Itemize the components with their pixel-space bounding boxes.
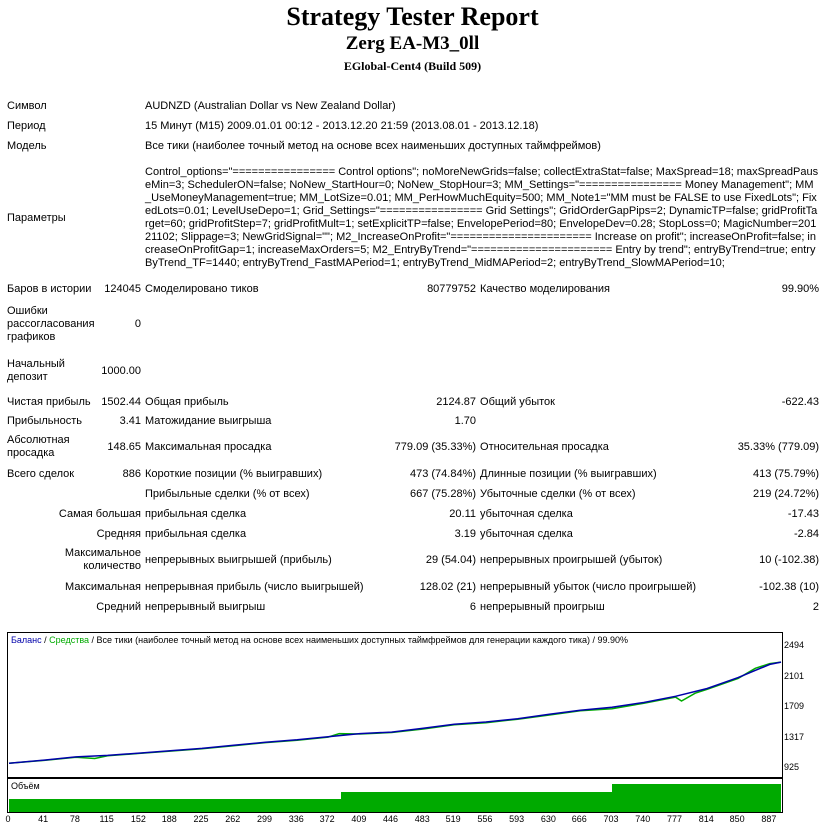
- bars-label: Баров в истории: [7, 282, 92, 295]
- loss-trades-label: Убыточные сделки (% от всех): [480, 487, 636, 500]
- trades-value: 886: [122, 467, 142, 480]
- maxdd-value: 779.09 (35.33%): [394, 440, 477, 453]
- row-avg: [5, 598, 821, 616]
- row-largest: [5, 504, 821, 524]
- x-tick-label: 115: [99, 814, 114, 824]
- x-tick-label: 78: [69, 814, 80, 824]
- avg-losses-label: непрерывный проигрыш: [480, 600, 605, 613]
- payoff-label: Матожидание выигрыша: [145, 414, 272, 427]
- x-tick-label: 740: [635, 814, 651, 824]
- row-model: [5, 136, 821, 156]
- caption-rest: / Все тики (наиболее точный метод на основе всех наименьших доступных таймфреймов для генерации каждого тика) / 99.90%: [89, 635, 629, 645]
- avg-wins-value: 6: [469, 600, 477, 613]
- gross-profit-label: Общая прибыль: [145, 395, 229, 408]
- model-label: Модель: [7, 139, 47, 152]
- balance-chart-svg: [8, 633, 782, 777]
- x-tick-label: 41: [38, 814, 49, 824]
- row-params: [5, 156, 821, 280]
- balance-chart: [7, 632, 783, 778]
- long-label: Длинные позиции (% выигравших): [480, 467, 657, 480]
- report-title: Strategy Tester Report: [286, 2, 539, 31]
- bars-value: 124045: [104, 282, 142, 295]
- period-label: Период: [7, 119, 46, 132]
- x-tick-label: 519: [445, 814, 461, 824]
- reldd-label: Относительная просадка: [480, 440, 609, 453]
- largest-loss-label: убыточная сделка: [480, 507, 573, 520]
- long-value: 413 (75.79%): [752, 467, 820, 480]
- errors-value: 0: [134, 317, 142, 330]
- params-value: Control_options="================ Control options"; noMoreNewGrids=false; collectExtraStat=false; MaxSpread=18; maxSpreadPauseMin=3; SchedulerON=false; NoNew_StartHour=0; NoNew_StopHour=3; MM_Settings="================ Money Management"; MM_UseMoneyManagement=true; MM_LotSize=0.01; MM_PerHowMuchEquity=500; MM_Note1="MM must be FALSE to use FixedLots"; FixedLots=0.01; LevelUseDepo=1; Grid_Settings="================ Grid Settings"; GridOrderGapPips=2; DynamicTP=false; gridProfitTarget=60; gridProfitStep=7; gridProfitMult=1; setExplicitTP=false; EnvelopePeriod=80; EnvelopeDev=0.28; StopLoss=0; MagicNumber=20121102; Slippage=3; NewGridSignal=""; M2_IncreaseOnProfit="====================== Increase on profit"; increaseOnProfit=false; increaseOnProfitGap=1; increaseMaxOrders=5; M2_EntryByTrend="====================== Entry by trend"; entryByTrend=true; entryByTrend_TF=1440; entryByTrend_FastMAPeriod=1; entryByTrend_MidMAPeriod=2; entryByTrend_SlowMAPeriod=10;: [145, 166, 819, 269]
- maxcons-profit-label: непрерывная прибыль (число выигрышей): [145, 580, 364, 593]
- row-maxcount: [5, 544, 821, 576]
- average-profit-label: прибыльная сделка: [145, 527, 247, 540]
- row-errors: [5, 298, 821, 350]
- y-tick-label: 1317: [784, 731, 805, 742]
- avg-label: Средний: [96, 600, 142, 613]
- short-label: Короткие позиции (% выигравших): [145, 467, 323, 480]
- ticks-label: Смоделировано тиков: [145, 282, 259, 295]
- row-symbol: [5, 96, 821, 116]
- report-table: [5, 96, 821, 616]
- profit-trades-value: 667 (75.28%): [409, 487, 477, 500]
- trades-label: Всего сделок: [7, 467, 75, 480]
- avg-losses-value: 2: [812, 600, 820, 613]
- short-value: 473 (74.84%): [409, 467, 477, 480]
- absdd-label: Абсолютная просадка: [7, 434, 70, 459]
- net-label: Чистая прибыль: [7, 395, 91, 408]
- expert-name: Zerg EA-M3_0ll: [345, 33, 480, 54]
- maximal-label: Максимальная: [65, 580, 142, 593]
- y-tick-label: 2101: [784, 670, 805, 681]
- balance-line: [9, 662, 781, 763]
- deposit-value: 1000.00: [101, 364, 142, 377]
- row-deposit: [5, 350, 821, 392]
- x-tick-label: 556: [477, 814, 493, 824]
- x-tick-label: 409: [351, 814, 367, 824]
- largest-profit-value: 20.11: [449, 507, 477, 520]
- x-tick-label: 887: [761, 814, 777, 824]
- maxcons-losses-value: 10 (-102.38): [759, 553, 820, 566]
- x-tick-label: 336: [288, 814, 304, 824]
- average-label: Средняя: [96, 527, 142, 540]
- x-tick-label: 188: [161, 814, 177, 824]
- average-profit-value: 3.19: [454, 527, 477, 540]
- maxdd-label: Максимальная просадка: [145, 440, 272, 453]
- period-value: 15 Минут (M15) 2009.01.01 00:12 - 2013.12.20 21:59 (2013.08.01 - 2013.12.18): [145, 119, 539, 132]
- x-tick-label: 372: [319, 814, 335, 824]
- reldd-value: 35.33% (779.09): [737, 440, 820, 453]
- row-period: [5, 116, 821, 136]
- loss-trades-value: 219 (24.72%): [752, 487, 820, 500]
- row-trades: [5, 464, 821, 484]
- quality-value: 99.90%: [781, 282, 820, 295]
- params-label: Параметры: [7, 211, 66, 224]
- x-tick-label: 262: [225, 814, 241, 824]
- maxcons-loss-value: -102.38 (10): [759, 580, 820, 593]
- model-value: Все тики (наиболее точный метод на основе всех наименьших доступных таймфреймов): [145, 139, 601, 152]
- y-tick-label: 925: [784, 762, 800, 772]
- maxcons-loss-label: непрерывный убыток (число проигрышей): [480, 580, 697, 593]
- ticks-value: 80779752: [427, 282, 477, 295]
- largest-profit-label: прибыльная сделка: [145, 507, 247, 520]
- volume-bar: [9, 799, 341, 812]
- row-dd: [5, 430, 821, 464]
- x-tick-label: 777: [666, 814, 682, 824]
- y-tick-label: 1709: [784, 701, 805, 711]
- caption-sep: /: [41, 635, 50, 645]
- maxcons-losses-label: непрерывных проигрышей (убыток): [480, 553, 663, 566]
- volume-bar: [341, 792, 612, 812]
- row-average: [5, 524, 821, 544]
- payoff-value: 1.70: [454, 414, 477, 427]
- x-tick-label: 299: [256, 814, 272, 824]
- x-tick-label: 225: [193, 814, 209, 824]
- server-build: EGlobal-Cent4 (Build 509): [343, 59, 482, 73]
- volume-bar: [612, 784, 781, 812]
- maxcons-profit-value: 128.02 (21): [419, 580, 477, 593]
- maxcons-wins-value: 29 (54.04): [425, 553, 477, 566]
- x-tick-label: 152: [130, 814, 146, 824]
- gross-profit-value: 2124.87: [436, 395, 477, 408]
- row-profit-trades: [5, 484, 821, 504]
- row-net: [5, 392, 821, 412]
- maxcount-label: Максимальное количество: [64, 547, 142, 572]
- caption-balance: Баланс: [11, 635, 42, 645]
- caption-equity: Средства: [49, 635, 90, 645]
- x-tick-label: 666: [571, 814, 587, 824]
- volume-chart-svg: [8, 779, 782, 812]
- volume-caption: Объём: [11, 781, 40, 791]
- pf-value: 3.41: [119, 414, 142, 427]
- x-tick-label: 483: [414, 814, 430, 824]
- errors-label: Ошибки рассогласования графиков: [7, 304, 95, 343]
- equity-line: [9, 662, 781, 763]
- x-tick-label: 446: [383, 814, 399, 824]
- avg-wins-label: непрерывный выигрыш: [145, 600, 266, 613]
- pf-label: Прибыльность: [7, 414, 82, 427]
- row-maximal: [5, 576, 821, 598]
- x-tick-label: 814: [698, 814, 714, 824]
- chart-caption: [11, 635, 628, 645]
- gross-loss-value: -622.43: [781, 395, 820, 408]
- volume-chart: [7, 778, 783, 813]
- quality-label: Качество моделирования: [480, 282, 611, 295]
- maxcons-wins-label: непрерывных выигрышей (прибыль): [145, 553, 332, 566]
- absdd-value: 148.65: [107, 440, 142, 453]
- net-value: 1502.44: [101, 395, 142, 408]
- x-tick-label: 0: [5, 814, 11, 824]
- largest-loss-value: -17.43: [787, 507, 820, 520]
- x-tick-label: 850: [729, 814, 745, 824]
- largest-label: Самая большая: [58, 507, 142, 520]
- average-loss-label: убыточная сделка: [480, 527, 573, 540]
- row-bars: [5, 280, 821, 298]
- symbol-label: Символ: [7, 99, 47, 112]
- x-tick-label: 703: [603, 814, 619, 824]
- average-loss-value: -2.84: [793, 527, 820, 540]
- gross-loss-label: Общий убыток: [480, 395, 555, 408]
- symbol-value: AUDNZD (Australian Dollar vs New Zealand Dollar): [145, 99, 396, 112]
- x-tick-label: 593: [509, 814, 525, 824]
- deposit-label: Начальный депозит: [7, 358, 65, 383]
- row-pf: [5, 412, 821, 430]
- x-tick-label: 630: [540, 814, 556, 824]
- profit-trades-label: Прибыльные сделки (% от всех): [145, 487, 310, 500]
- y-tick-label: 2494: [784, 640, 805, 650]
